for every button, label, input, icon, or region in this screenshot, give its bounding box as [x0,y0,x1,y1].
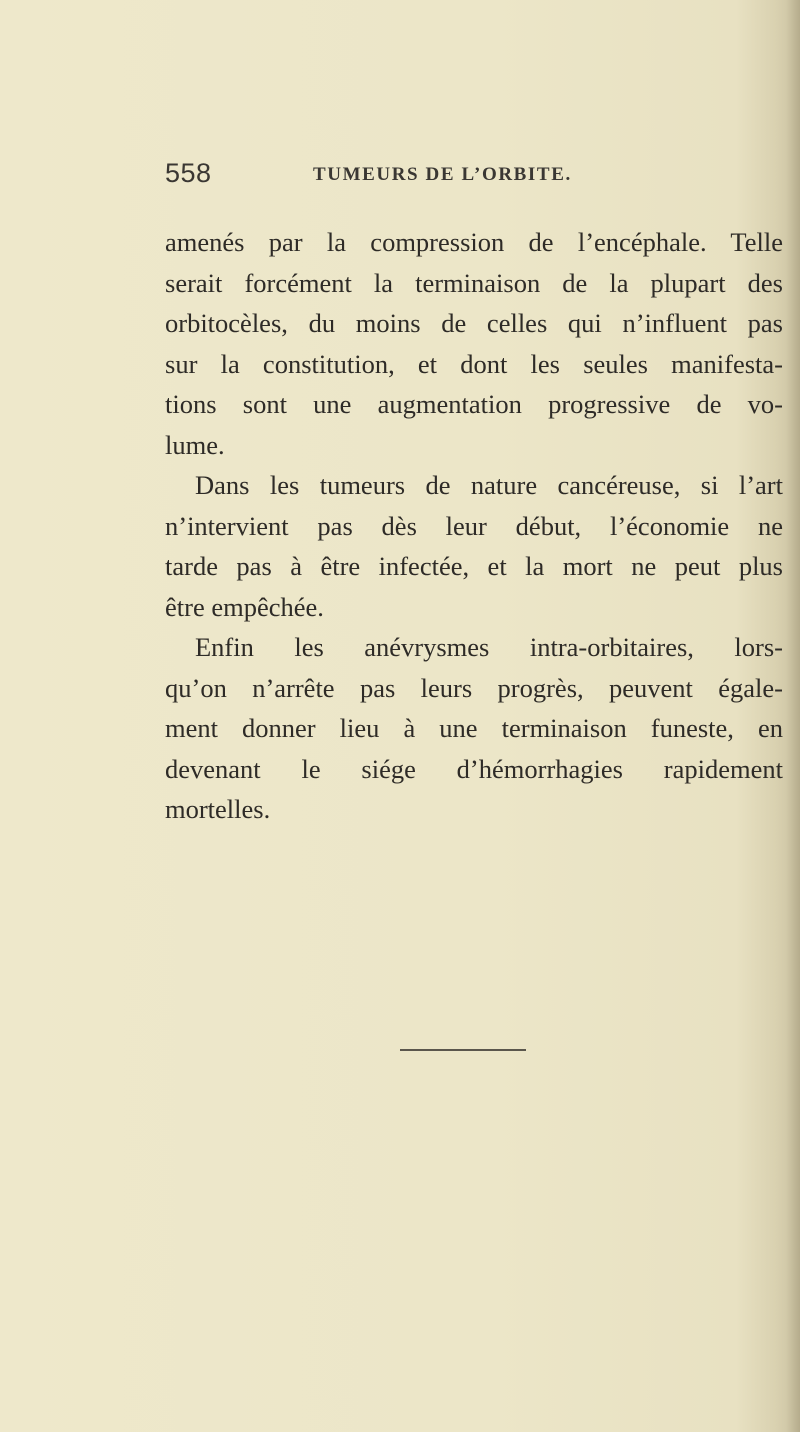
running-head [165,158,785,198]
text-line: tions sont une augmentation progressive de vo- [165,389,783,419]
text-line: Dans les tumeurs de nature cancéreuse, si l’art [195,470,783,500]
text-line: amenés par la compression de l’encéphale. Telle [165,227,783,257]
text-line: mortelles. [165,794,271,824]
text-line: orbitocèles, du moins de celles qui n’influent pas [165,308,783,338]
text-line: être empêchée. [165,591,324,622]
body-text [165,222,783,830]
text-line: Enfin les anévrysmes intra-orbitaires, lors- [195,632,783,662]
text-line: tarde pas à être infectée, et la mort ne peut plus [165,551,783,581]
text-line: serait forcément la terminaison de la plupart des [165,267,783,298]
paragraph-2 [165,465,783,627]
paragraph-3 [165,627,783,830]
paragraph-1 [165,222,783,465]
text-line: qu’on n’arrête pas leurs progrès, peuvent égale- [165,672,783,703]
running-head-title: TUMEURS DE L’ORBITE. [313,164,572,185]
text-line: devenant le siége d’hémorrhagies rapidement [165,753,783,784]
page-number: 558 [165,158,212,188]
text-line: n’intervient pas dès leur début, l’économie ne [165,510,783,541]
page-edge-shadow [786,0,800,1432]
text-line: ment donner lieu à une terminaison funeste, en [165,713,783,743]
section-end-rule [400,1049,526,1051]
text-line: sur la constitution, et dont les seules manifesta- [165,348,783,379]
text-line: lume. [165,429,225,460]
